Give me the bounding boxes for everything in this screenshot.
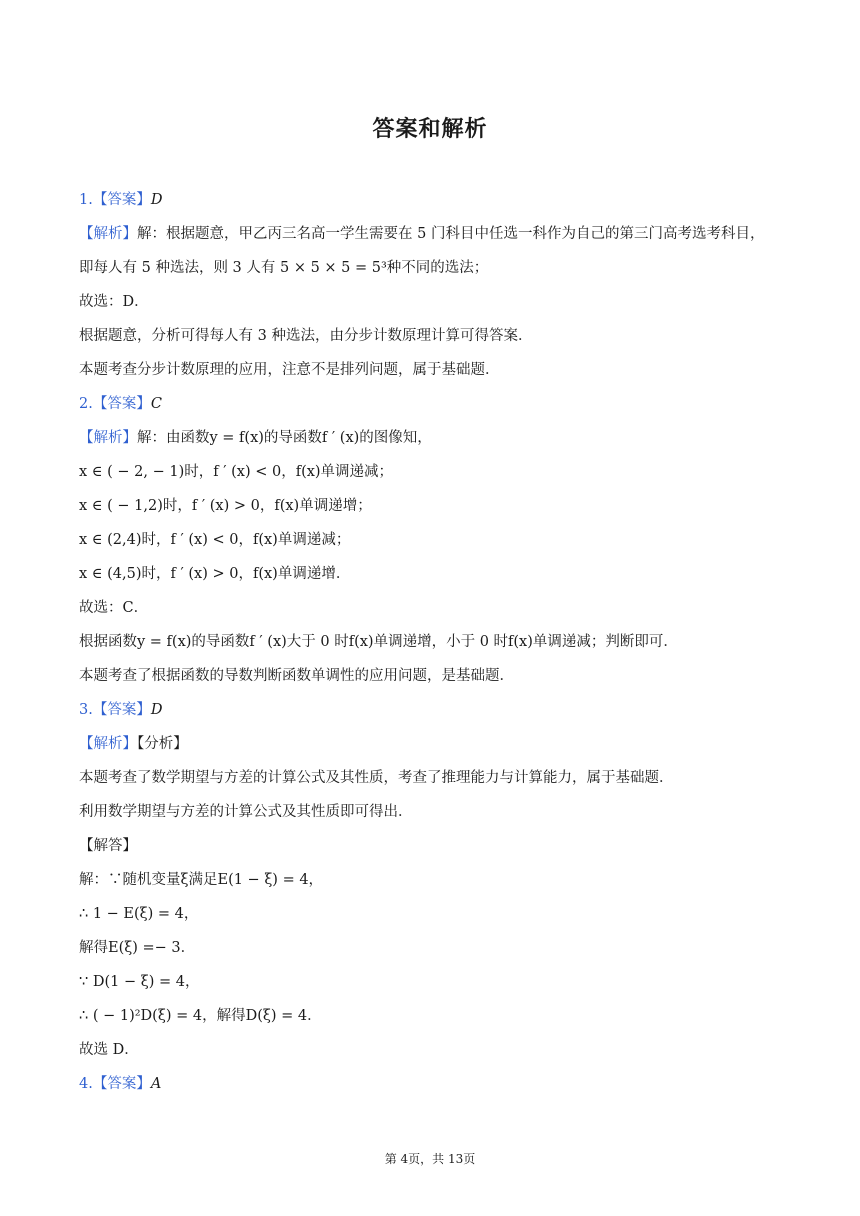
q2-line-4: x ∈ (2,4)时，f ′ (x) < 0，f(x)单调递减；: [79, 532, 351, 548]
q2-line-7: 根据函数y = f(x)的导函数f ′ (x)大于 0 时f(x)单调递增，小于 0 时f(x)单调递减；判断即可．: [79, 634, 678, 650]
q2-analysis-text: 解：由函数y = f(x)的导函数f ′ (x)的图像知，: [137, 430, 432, 446]
q2-answer-line: [79, 390, 791, 424]
q2-line-5: x ∈ (4,5)时，f ′ (x) > 0，f(x)单调递增．: [79, 566, 351, 582]
q1-line-3: 故选：D．: [79, 294, 149, 310]
q3-analysis-tag: 【解析】: [79, 736, 137, 752]
q3-line-3: 利用数学期望与方差的计算公式及其性质即可得出．: [79, 804, 413, 820]
q3-answer-letter: D: [150, 702, 163, 718]
q3-analysis-line: [79, 730, 791, 764]
page-footer: 第 4页，共 13页: [384, 1152, 476, 1166]
q3-line-2: 本题考查了数学期望与方差的计算公式及其性质，考查了推理能力与计算能力，属于基础题．: [79, 770, 674, 786]
q1-answer-line: [79, 186, 791, 220]
q3-line-8: ∵ D(1 − ξ) = 4，: [79, 974, 200, 990]
q2-answer-letter: C: [150, 396, 162, 412]
q3-answer-tag: 【答案】: [92, 702, 151, 718]
q3-line-6: ∴ 1 − E(ξ) = 4，: [79, 906, 199, 922]
q4-answer-letter: A: [150, 1076, 162, 1092]
q2-line-8: 本题考查了根据函数的导数判断函数单调性的应用问题，是基础题．: [79, 668, 514, 684]
q2-answer-tag: 【答案】: [92, 396, 151, 412]
q3-number: 3.: [79, 702, 93, 718]
q1-answer-tag: 【答案】: [92, 192, 151, 208]
q3-line-7: 解得E(ξ) =− 3．: [79, 940, 196, 956]
q3-line-9: ∴ ( − 1)²D(ξ) = 4，解得D(ξ) = 4．: [79, 1008, 322, 1024]
q3-analysis-text: 【分析】: [137, 736, 188, 752]
q3-answer-line: [79, 696, 791, 730]
q1-line-5: 本题考查分步计数原理的应用，注意不是排列问题，属于基础题．: [79, 362, 500, 378]
q4-number: 4.: [79, 1076, 93, 1092]
q2-number: 2.: [79, 396, 93, 412]
q2-line-6: 故选：C．: [79, 600, 149, 616]
q1-number: 1.: [79, 192, 93, 208]
q1-line-2: 即每人有 5 种选法，则 3 人有 5 × 5 × 5 = 5³种不同的选法；: [79, 260, 489, 276]
answer-content: [79, 186, 791, 1104]
q3-line-10: 故选 D．: [79, 1042, 139, 1058]
q1-analysis-tag: 【解析】: [79, 226, 137, 242]
q1-answer-letter: D: [150, 192, 163, 208]
page-title: 答案和解析: [372, 117, 488, 142]
q1-analysis-text: 解：根据题意，甲乙丙三名高一学生需要在 5 门科目中任选一科作为自己的第三门高考选考科目，: [137, 226, 765, 242]
q2-analysis-line: [79, 424, 791, 458]
q1-analysis-line: [79, 220, 791, 254]
q2-line-3: x ∈ ( − 1,2)时，f ′ (x) > 0，f(x)单调递增；: [79, 498, 372, 514]
q2-line-2: x ∈ ( − 2, − 1)时，f ′ (x) < 0，f(x)单调递减；: [79, 464, 394, 480]
q4-answer-line: [79, 1070, 791, 1104]
q3-line-5: 解：∵随机变量ξ满足E(1 − ξ) = 4，: [79, 872, 324, 888]
q1-line-4: 根据题意，分析可得每人有 3 种选法，由分步计数原理计算可得答案．: [79, 328, 533, 344]
q2-analysis-tag: 【解析】: [79, 430, 137, 446]
q4-answer-tag: 【答案】: [92, 1076, 151, 1092]
q3-line-4: 【解答】: [79, 838, 137, 854]
